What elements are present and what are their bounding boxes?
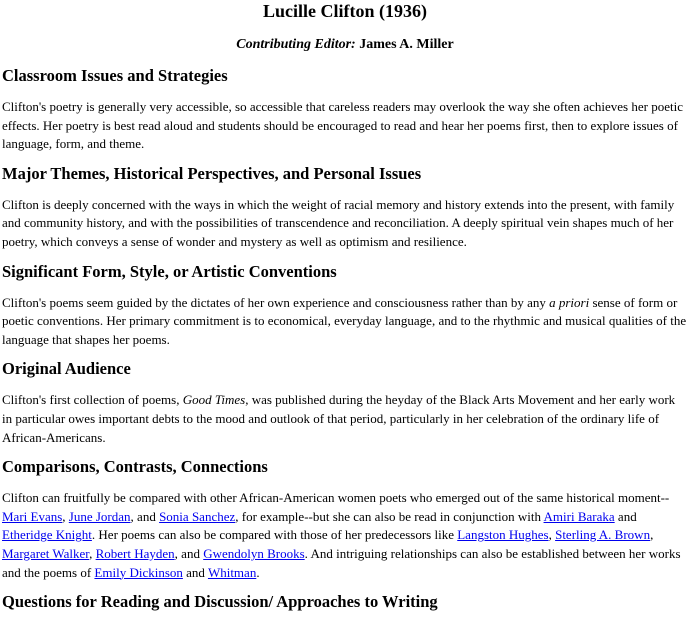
contributing-editor-line [2,37,688,53]
italic-text: Good Times [182,392,246,408]
text-run: Clifton's first collection of poems, [2,392,183,408]
text-run: , was published during the heyday of the Black Arts Movement and her early work in particular owes important debts to the mood and outlook of that period, particularly in her celebration of the ordinary life of African-Americans. [2,392,676,445]
link-amiri-baraka[interactable]: Amiri Baraka [543,508,615,524]
body-paragraph [2,196,688,252]
link-whitman[interactable]: Whitman [207,564,257,580]
text-run: , for example--but she can also be read in conjunction with [235,508,544,524]
body-paragraph [2,391,688,447]
text-run: Clifton is deeply concerned with the ways in which the weight of racial memory and history extends into the present, with family and community history, and with the possibilities of transcendence and reconciliation. A deeply spiritual vein shapes much of her poetry, which conveys a sense of wonder and mystery as well as optimism and resilience. [2,196,675,249]
text-run: and [182,564,208,580]
text-run: , [89,545,96,561]
link-gwendolyn-brooks[interactable]: Gwendolyn Brooks [203,545,305,561]
text-run: , and [174,545,204,561]
text-run: , [548,527,556,543]
text-run: , [62,508,69,524]
link-sonia-sanchez[interactable]: Sonia Sanchez [159,508,236,524]
contributing-editor-label: Contributing Editor: [236,37,356,52]
link-mari-evans[interactable]: Mari Evans [2,508,63,524]
section-heading-significant-form-style-or-artistic-conventions: Significant Form, Style, or Artistic Conventions [2,261,337,281]
text-run: . Her poems can also be compared with those of her predecessors like [91,527,458,543]
text-run: . [256,564,260,580]
section-heading-classroom-issues-and-strategies: Classroom Issues and Strategies [2,66,228,85]
text-run: , and [130,508,160,524]
text-run: and [614,508,637,524]
section-heading-questions-for-reading-and-discussion-approaches-to-writing: Questions for Reading and Discussion/ Approaches to Writing [2,592,438,612]
text-run: Clifton can fruitfully be compared with other African-American women poets who emerged out of the same historical moment-- [2,490,670,506]
link-robert-hayden[interactable]: Robert Hayden [95,545,175,561]
section-heading-original-audience: Original Audience [2,359,131,379]
text-run: , [650,527,654,543]
text-run: Clifton's poetry is generally very accessible, so accessible that careless readers may overlook the way she often achieves her poetic effects. Her poetry is best read aloud and students should be encouraged to read and hear her poems first, then to explore issues of language, form, and theme. [2,99,683,152]
link-emily-dickinson[interactable]: Emily Dickinson [94,564,183,580]
body-paragraph [2,489,688,582]
link-margaret-walker[interactable]: Margaret Walker [2,545,90,561]
contributing-editor-name: James A. Miller [355,37,454,52]
text-run: Clifton's poems seem guided by the dictates of her own experience and consciousness rather than by any [2,294,550,310]
article-body [2,67,688,611]
link-etheridge-knight[interactable]: Etheridge Knight [2,527,92,543]
link-sterling-a-brown[interactable]: Sterling A. Brown [555,527,651,543]
section-heading-major-themes-historical-perspectives-and-personal-issues: Major Themes, Historical Perspectives, and Personal Issues [2,163,422,183]
text-run: . And intriguing relationships can also be established between her works and the poems of [2,545,681,580]
text-run: sense of form or poetic conventions. Her primary commitment is to economical, everyday language, and to the rhythmic and musical qualities of the language that shapes her poems. [2,294,687,347]
link-langston-hughes[interactable]: Langston Hughes [457,527,549,543]
italic-text: a priori [549,294,590,310]
section-heading-comparisons-contrasts-connections: Comparisons, Contrasts, Connections [2,457,268,477]
page-title: Lucille Clifton (1936) [263,1,427,21]
body-paragraph [2,294,688,350]
link-june-jordan[interactable]: June Jordan [68,508,131,524]
body-paragraph [2,98,688,154]
